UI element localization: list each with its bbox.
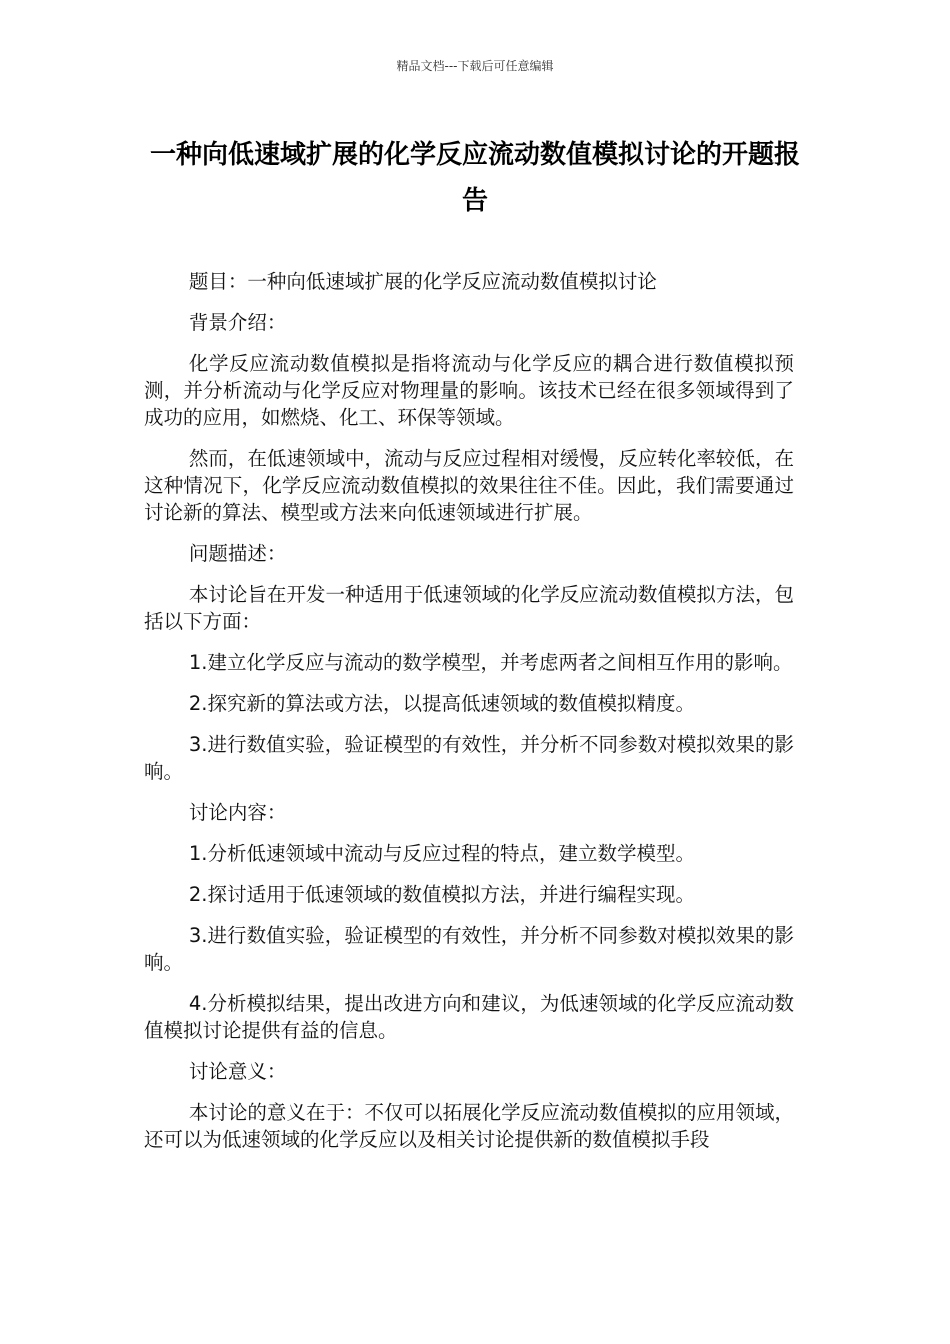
paragraph: 本讨论旨在开发一种适用于低速领域的化学反应流动数值模拟方法，包括以下方面： bbox=[144, 583, 794, 633]
paragraph: 然而，在低速领域中，流动与反应过程相对缓慢，反应转化率较低，在这种情况下，化学反应流动数值模拟的效果往往不佳。因此，我们需要通过讨论新的算法、模型或方法来向低速领域进行扩展。 bbox=[144, 447, 794, 524]
paragraph: 化学反应流动数值模拟是指将流动与化学反应的耦合进行数值模拟预测，并分析流动与化学反应对物理量的影响。该技术已经在很多领域得到了成功的应用，如燃烧、化工、环保等领域。 bbox=[144, 352, 794, 429]
list-item: 1.建立化学反应与流动的数学模型，并考虑两者之间相互作用的影响。 bbox=[188, 651, 793, 674]
heading-background: 背景介绍： bbox=[188, 311, 287, 334]
list-item: 1.分析低速领域中流动与反应过程的特点，建立数学模型。 bbox=[188, 842, 695, 865]
heading-problem: 问题描述： bbox=[188, 542, 287, 565]
document-title: 一种向低速域扩展的化学反应流动数值模拟讨论的开题报告 bbox=[149, 140, 800, 216]
page-header-note: 精品文档---下载后可任意编辑 bbox=[396, 59, 554, 73]
heading-significance: 讨论意义： bbox=[188, 1060, 287, 1083]
list-item: 4.分析模拟结果，提出改进方向和建议，为低速领域的化学反应流动数值模拟讨论提供有益的信息。 bbox=[144, 992, 794, 1042]
list-item: 2.探究新的算法或方法，以提高低速领域的数值模拟精度。 bbox=[188, 692, 695, 715]
list-item: 3.进行数值实验，验证模型的有效性，并分析不同参数对模拟效果的影响。 bbox=[144, 733, 794, 783]
list-item: 2.探讨适用于低速领域的数值模拟方法，并进行编程实现。 bbox=[188, 883, 695, 906]
paragraph-topic: 题目：一种向低速域扩展的化学反应流动数值模拟讨论 bbox=[188, 270, 657, 293]
paragraph: 本讨论的意义在于：不仅可以拓展化学反应流动数值模拟的应用领域，还可以为低速领域的化学反应以及相关讨论提供新的数值模拟手段 bbox=[144, 1101, 794, 1151]
document-body bbox=[144, 268, 794, 1167]
list-item: 3.进行数值实验，验证模型的有效性，并分析不同参数对模拟效果的影响。 bbox=[144, 924, 794, 974]
heading-content: 讨论内容： bbox=[188, 801, 287, 824]
